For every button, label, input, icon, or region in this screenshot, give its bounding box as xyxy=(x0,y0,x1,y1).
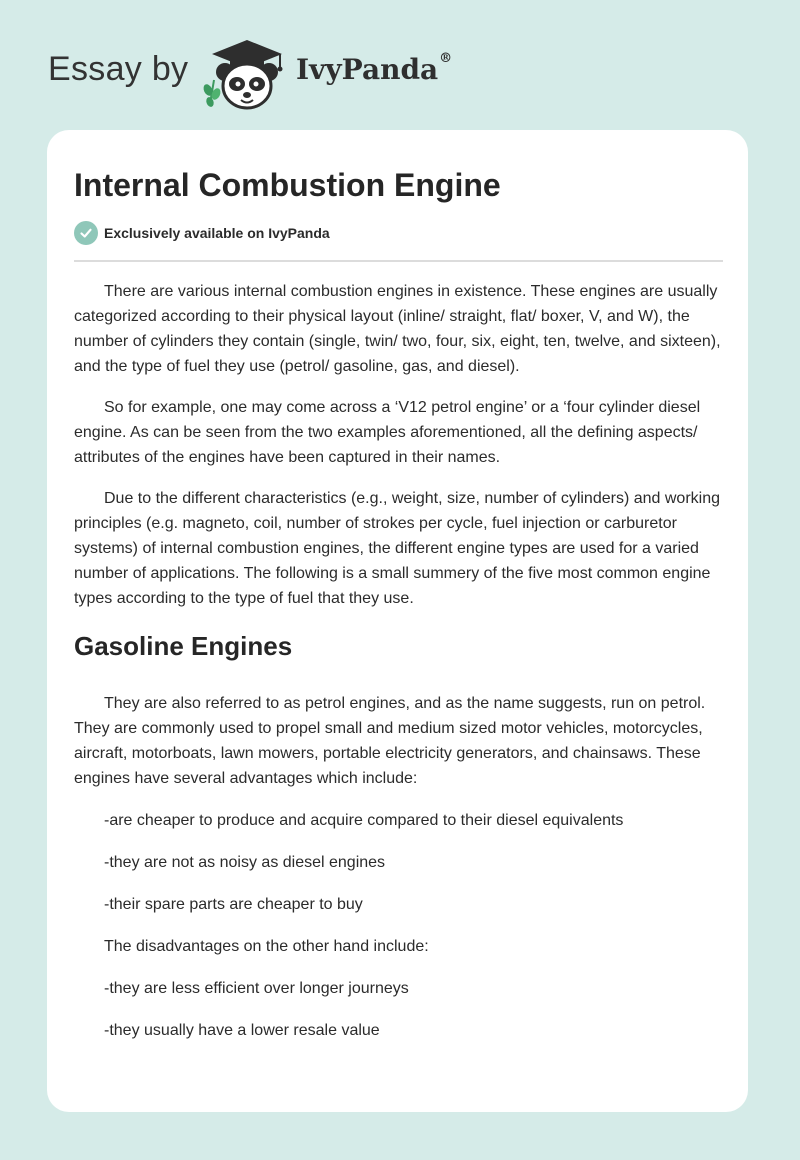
panda-logo-icon[interactable] xyxy=(200,34,295,114)
paragraph: So for example, one may come across a ‘V12 petrol engine’ or a ‘four cylinder diesel engine. As can be seen from the two examples aforementioned, all the defining aspects/ attributes of the engines have been captured in their names. xyxy=(74,399,701,466)
check-icon xyxy=(74,221,98,245)
paragraph: Due to the different characteristics (e.g., weight, size, number of cylinders) and working principles (e.g. magneto, coil, number of strokes per cycle, fuel injection or carburetor systems) of internal combustion engines, the different engine types are used for a varied number of applications. The following is a small summery of the five most common engine types according to the type of fuel that they use. xyxy=(74,490,720,607)
essay-content xyxy=(74,166,723,1043)
exclusive-badge xyxy=(74,219,723,247)
brand-name[interactable] xyxy=(296,53,452,86)
brand-name-text: IvyPanda xyxy=(296,53,439,86)
page-title: Internal Combustion Engine xyxy=(74,167,501,203)
site-header xyxy=(48,30,548,110)
disadvantages-intro: The disadvantages on the other hand include: xyxy=(104,938,429,955)
registered-mark: ® xyxy=(439,51,453,66)
advantage-item: -their spare parts are cheaper to buy xyxy=(104,896,363,913)
exclusive-badge-label: Exclusively available on IvyPanda xyxy=(104,225,330,241)
advantage-item: -they are not as noisy as diesel engines xyxy=(104,854,386,871)
essay-by-label: Essay by xyxy=(48,50,189,88)
disadvantage-item: -they usually have a lower resale value xyxy=(104,1022,380,1039)
paragraph: They are also referred to as petrol engines, and as the name suggests, run on petrol. They are commonly used to propel small and medium sized motor vehicles, motorcycles, aircraft, motorboats, lawn mowers, portable electricity generators, and chainsaws. These engines have several advantages which include: xyxy=(74,695,706,787)
paragraph: There are various internal combustion engines in existence. These engines are usually categorized according to their physical layout (inline/ straight, flat/ boxer, V, and W), the number of cylinders they contain (single, twin/ two, four, six, eight, ten, twelve, and sixteen), and the type of fuel they use (petrol/ gasoline, gas, and diesel). xyxy=(74,283,721,375)
divider xyxy=(74,260,723,262)
section-heading: Gasoline Engines xyxy=(74,631,293,661)
essay-card xyxy=(47,130,748,1112)
advantage-item: -are cheaper to produce and acquire compared to their diesel equivalents xyxy=(104,812,624,829)
disadvantage-item: -they are less efficient over longer journeys xyxy=(104,980,409,997)
essay-body xyxy=(74,279,723,1043)
